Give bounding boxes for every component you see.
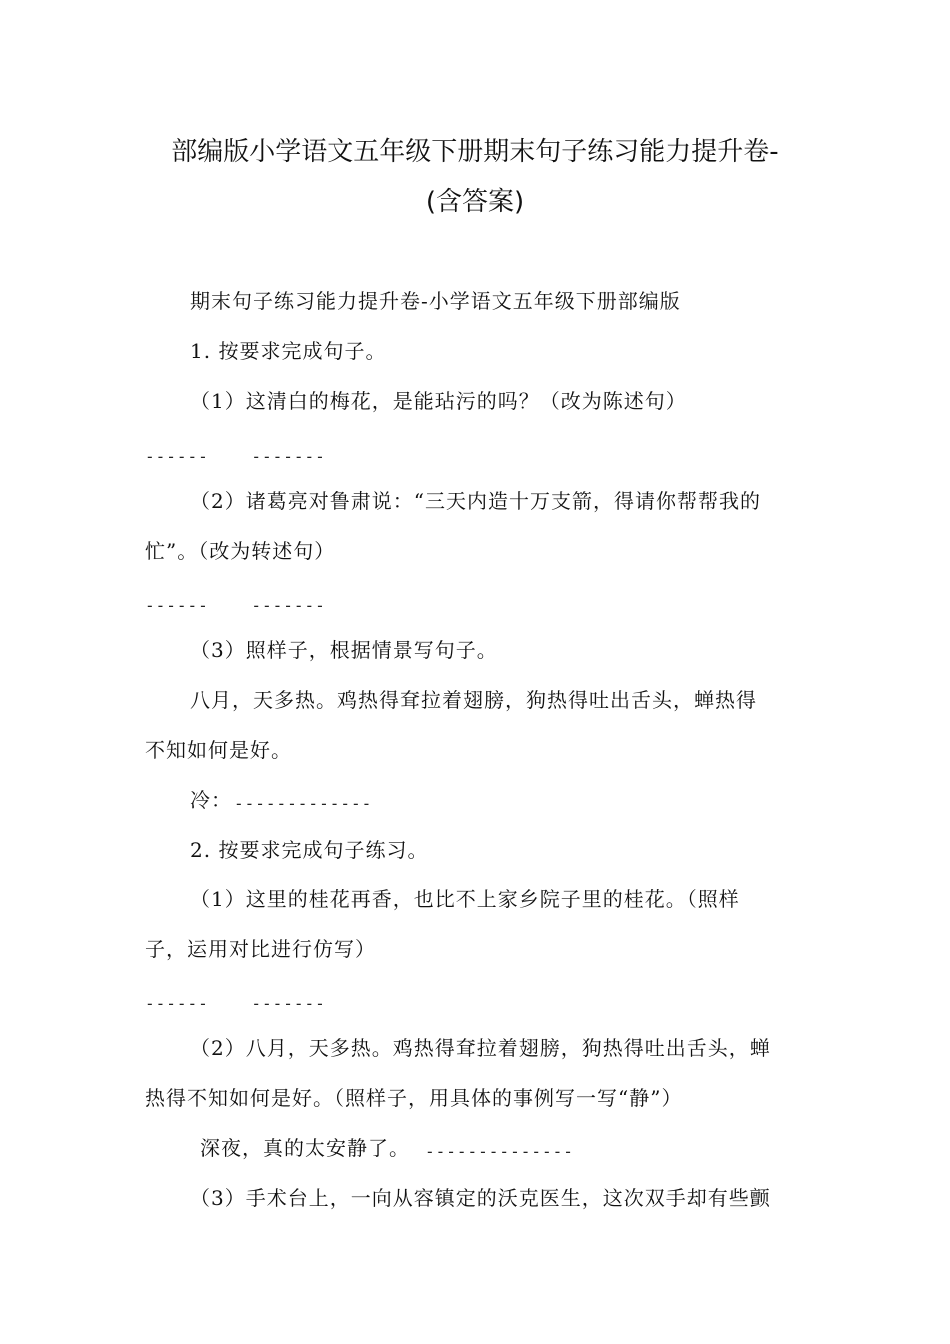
example-sentence-line-2: 不知如何是好。 bbox=[145, 738, 292, 762]
answer-blank: ------ ------- bbox=[145, 447, 326, 466]
question-1-item-2-line-1: （2）诸葛亮对鲁肃说：“三天内造十万支箭，得请你帮帮我的 bbox=[190, 489, 761, 513]
question-2-heading: 2. 按要求完成句子练习。 bbox=[190, 838, 429, 862]
answer-blank: -------------- bbox=[425, 1142, 574, 1161]
question-1-item-1: （1）这清白的梅花，是能玷污的吗？（改为陈述句） bbox=[190, 389, 687, 413]
document-title-line-2: (含答案) bbox=[425, 187, 525, 217]
quiet-sentence: 深夜，真的太安静了。 bbox=[200, 1136, 410, 1160]
document-title-line-1: 部编版小学语文五年级下册期末句子练习能力提升卷- bbox=[171, 137, 779, 167]
question-1-item-2-line-2: 忙”。（改为转述句） bbox=[145, 539, 336, 563]
answer-blank: ------ ------- bbox=[145, 596, 326, 615]
example-sentence-line-1: 八月，天多热。鸡热得耷拉着翅膀，狗热得吐出舌头，蝉热得 bbox=[190, 688, 757, 712]
question-2-item-1-line-2: 子，运用对比进行仿写） bbox=[145, 937, 376, 961]
question-1-heading: 1. 按要求完成句子。 bbox=[190, 339, 387, 363]
document-subtitle: 期末句子练习能力提升卷-小学语文五年级下册部编版 bbox=[190, 289, 681, 313]
answer-blank: ------ ------- bbox=[145, 994, 326, 1013]
question-2-item-2-line-1: （2）八月，天多热。鸡热得耷拉着翅膀，狗热得吐出舌头，蝉 bbox=[190, 1036, 771, 1060]
question-2-item-1-line-1: （1）这里的桂花再香，也比不上家乡院子里的桂花。（照样 bbox=[190, 887, 740, 911]
question-2-item-2-line-2: 热得不知如何是好。（照样子，用具体的事例写一写“静”） bbox=[145, 1086, 683, 1110]
question-1-item-3: （3）照样子，根据情景写句子。 bbox=[190, 638, 498, 662]
answer-blank: ------------- bbox=[234, 794, 373, 813]
question-2-item-3-line-1: （3）手术台上，一向从容镇定的沃克医生，这次双手却有些颤 bbox=[190, 1186, 771, 1210]
cold-label: 冷： bbox=[190, 788, 232, 812]
